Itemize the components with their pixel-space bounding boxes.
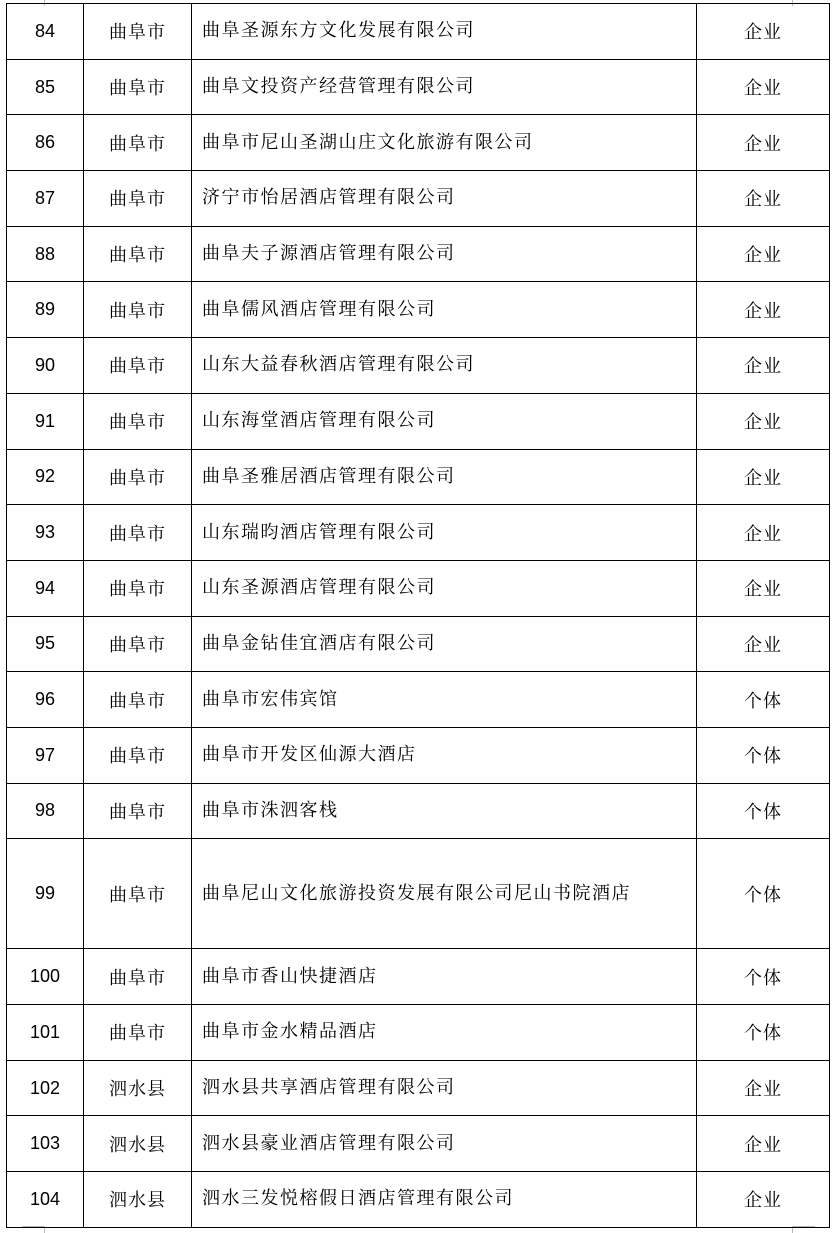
row-type: 企业: [697, 338, 830, 394]
row-type: 个体: [697, 727, 830, 783]
row-city: 曲阜市: [84, 59, 192, 115]
row-name: 曲阜金钻佳宜酒店有限公司: [192, 616, 697, 672]
row-type: 个体: [697, 783, 830, 839]
row-name: 曲阜圣源东方文化发展有限公司: [192, 4, 697, 60]
table-row: [7, 1005, 830, 1061]
row-city: 曲阜市: [84, 1005, 192, 1061]
row-number: 95: [7, 616, 84, 672]
row-number: 92: [7, 449, 84, 505]
row-city: 曲阜市: [84, 727, 192, 783]
row-name: 山东大益春秋酒店管理有限公司: [192, 338, 697, 394]
table-row: [7, 672, 830, 728]
row-city: 曲阜市: [84, 393, 192, 449]
row-type: 企业: [697, 393, 830, 449]
row-number: 99: [7, 839, 84, 949]
row-name: 曲阜尼山文化旅游投资发展有限公司尼山书院酒店: [192, 839, 697, 949]
row-type: 企业: [697, 1060, 830, 1116]
table-row: [7, 171, 830, 227]
row-name: 山东圣源酒店管理有限公司: [192, 560, 697, 616]
row-name: 泗水县豪业酒店管理有限公司: [192, 1116, 697, 1172]
table-row: [7, 727, 830, 783]
row-type: 个体: [697, 1005, 830, 1061]
row-name: 曲阜儒风酒店管理有限公司: [192, 282, 697, 338]
row-number: 93: [7, 505, 84, 561]
row-city: 曲阜市: [84, 338, 192, 394]
row-city: 曲阜市: [84, 505, 192, 561]
row-city: 曲阜市: [84, 4, 192, 60]
row-type: 企业: [697, 282, 830, 338]
row-type: 企业: [697, 226, 830, 282]
row-city: 曲阜市: [84, 783, 192, 839]
row-city: 曲阜市: [84, 949, 192, 1005]
row-city: 泗水县: [84, 1060, 192, 1116]
row-type: 企业: [697, 449, 830, 505]
table-row: [7, 4, 830, 60]
row-number: 98: [7, 783, 84, 839]
row-type: 企业: [697, 171, 830, 227]
row-name: 曲阜市尼山圣湖山庄文化旅游有限公司: [192, 115, 697, 171]
row-number: 104: [7, 1172, 84, 1228]
row-name: 济宁市怡居酒店管理有限公司: [192, 171, 697, 227]
row-name: 曲阜市开发区仙源大酒店: [192, 727, 697, 783]
row-number: 88: [7, 226, 84, 282]
row-number: 102: [7, 1060, 84, 1116]
row-name: 曲阜市洙泗客栈: [192, 783, 697, 839]
table-row: [7, 560, 830, 616]
row-type: 个体: [697, 672, 830, 728]
row-name: 山东瑞昀酒店管理有限公司: [192, 505, 697, 561]
table-row: [7, 839, 830, 949]
row-type: 个体: [697, 839, 830, 949]
row-type: 企业: [697, 505, 830, 561]
row-type: 企业: [697, 59, 830, 115]
row-name: 泗水县共享酒店管理有限公司: [192, 1060, 697, 1116]
row-city: 曲阜市: [84, 672, 192, 728]
row-city: 泗水县: [84, 1172, 192, 1228]
row-city: 曲阜市: [84, 560, 192, 616]
row-type: 个体: [697, 949, 830, 1005]
table-row: [7, 338, 830, 394]
row-city: 曲阜市: [84, 282, 192, 338]
row-number: 103: [7, 1116, 84, 1172]
row-number: 85: [7, 59, 84, 115]
row-type: 企业: [697, 4, 830, 60]
row-name: 曲阜市香山快捷酒店: [192, 949, 697, 1005]
row-city: 曲阜市: [84, 449, 192, 505]
table-row: [7, 1060, 830, 1116]
row-name: 曲阜文投资产经营管理有限公司: [192, 59, 697, 115]
row-number: 97: [7, 727, 84, 783]
row-type: 企业: [697, 560, 830, 616]
row-type: 企业: [697, 616, 830, 672]
row-name: 曲阜圣雅居酒店管理有限公司: [192, 449, 697, 505]
row-number: 101: [7, 1005, 84, 1061]
row-city: 曲阜市: [84, 226, 192, 282]
table-row: [7, 59, 830, 115]
table-row: [7, 1116, 830, 1172]
table-row: [7, 282, 830, 338]
row-city: 泗水县: [84, 1116, 192, 1172]
row-number: 100: [7, 949, 84, 1005]
row-number: 84: [7, 4, 84, 60]
records-table: [6, 3, 830, 1228]
row-city: 曲阜市: [84, 616, 192, 672]
row-name: 泗水三发悦榕假日酒店管理有限公司: [192, 1172, 697, 1228]
table-row: [7, 616, 830, 672]
row-type: 企业: [697, 1116, 830, 1172]
table-row: [7, 505, 830, 561]
table-row: [7, 1172, 830, 1228]
table-row: [7, 115, 830, 171]
row-city: 曲阜市: [84, 115, 192, 171]
row-type: 企业: [697, 115, 830, 171]
row-number: 90: [7, 338, 84, 394]
row-city: 曲阜市: [84, 839, 192, 949]
table-row: [7, 449, 830, 505]
row-number: 96: [7, 672, 84, 728]
row-city: 曲阜市: [84, 171, 192, 227]
row-name: 曲阜市金水精品酒店: [192, 1005, 697, 1061]
row-number: 91: [7, 393, 84, 449]
row-name: 曲阜夫子源酒店管理有限公司: [192, 226, 697, 282]
table-row: [7, 226, 830, 282]
row-number: 87: [7, 171, 84, 227]
row-name: 山东海堂酒店管理有限公司: [192, 393, 697, 449]
row-number: 94: [7, 560, 84, 616]
row-name: 曲阜市宏伟宾馆: [192, 672, 697, 728]
table-row: [7, 949, 830, 1005]
row-type: 企业: [697, 1172, 830, 1228]
table-row: [7, 783, 830, 839]
table-row: [7, 393, 830, 449]
row-number: 89: [7, 282, 84, 338]
row-number: 86: [7, 115, 84, 171]
